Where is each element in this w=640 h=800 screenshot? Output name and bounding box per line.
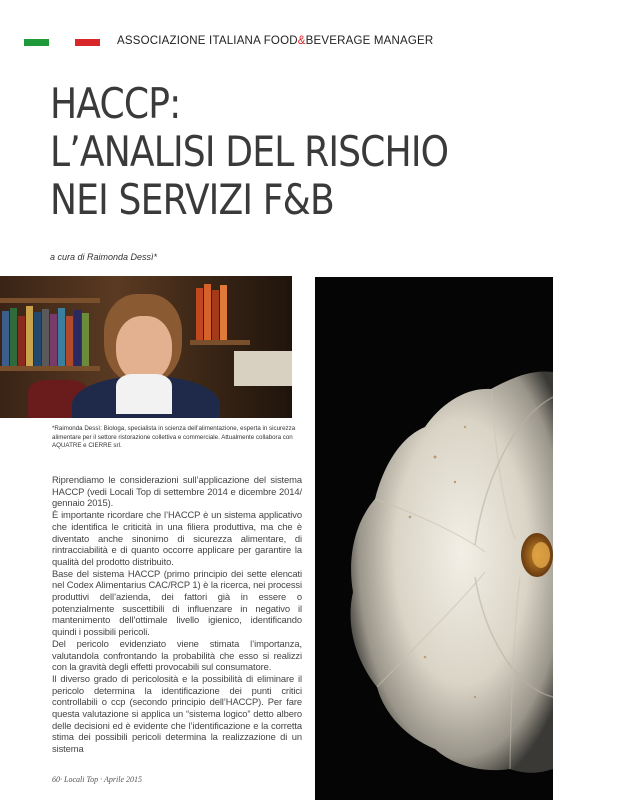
squash-photo [315, 277, 553, 800]
article-body [52, 474, 302, 755]
paragraph: Riprendiamo le considerazioni sull’applicazione del sistema HACCP (vedi Locali Top di settembre 2014 e dicembre 2014/ gennaio 2015). [52, 474, 302, 509]
author-portrait-photo [0, 276, 292, 418]
byline: a cura di Raimonda Dessì* [50, 252, 158, 262]
paragraph: Il diverso grado di pericolosità e la possibilità di eliminare il pericolo determina la identificazione dei punti critici controllabili o ccp (secondo principio dell’HACCP). Per fare questa valutazione si applica un “sistema logico” detto albero delle decisioni ed è evidente che l’identificazione e la corretta stima dei possibili pericoli determina la realizzazione di un sistema [52, 672, 302, 755]
association-header [117, 35, 433, 47]
page-footer: 60· Locali Top · Aprile 2015 [52, 775, 143, 784]
paragraph: È importante ricordare che l’HACCP è un sistema applicativo che identifica le criticità in una filiera produttiva, ma che è diventato anche sinonimo di sicurezza alimentare, di rintracciabilità e di quanto occorre applicare per garantire la qualità del prodotto distribuito. [52, 509, 302, 567]
title-line-3: NEI SERVIZI F&B [50, 175, 334, 224]
title-line-1: HACCP: [50, 79, 181, 128]
paragraph: Base del sistema HACCP (primo principio dei sette elencati nel Codex Alimentarius CAC/RCP 1) è la ricerca, nei processi produttivi dell’azienda, dei fattori già in essere o potenzialmente suscettibili di influenzare in negativo il mantenimento dell’ottimale livello igienico, identificando quindi i possibili pericoli. [52, 567, 302, 638]
author-caption: *Raimonda Dessì: Biologa, specialista in scienza dell’alimentazione, esperta in sicurezza alimentare per il settore ristorazione collettiva e commerciale. Attualmente collabora con AQUATRE e CIERRE srl. [52, 425, 296, 450]
paragraph: Del pericolo evidenziato viene stimata l’importanza, valutandola confrontando la probabilità che esso si realizzi con la gravità degli effetti provocabili sul consumatore. [52, 637, 302, 673]
assoc-text-after: BEVERAGE MANAGER [305, 35, 434, 47]
article-title [50, 80, 454, 224]
assoc-ampersand: & [297, 35, 306, 47]
title-line-2: L’ANALISI DEL RISCHIO [50, 127, 449, 176]
flag-red-bar [75, 39, 100, 46]
flag-green-bar [24, 39, 49, 46]
assoc-text-before: ASSOCIAZIONE ITALIANA FOOD [117, 35, 298, 47]
